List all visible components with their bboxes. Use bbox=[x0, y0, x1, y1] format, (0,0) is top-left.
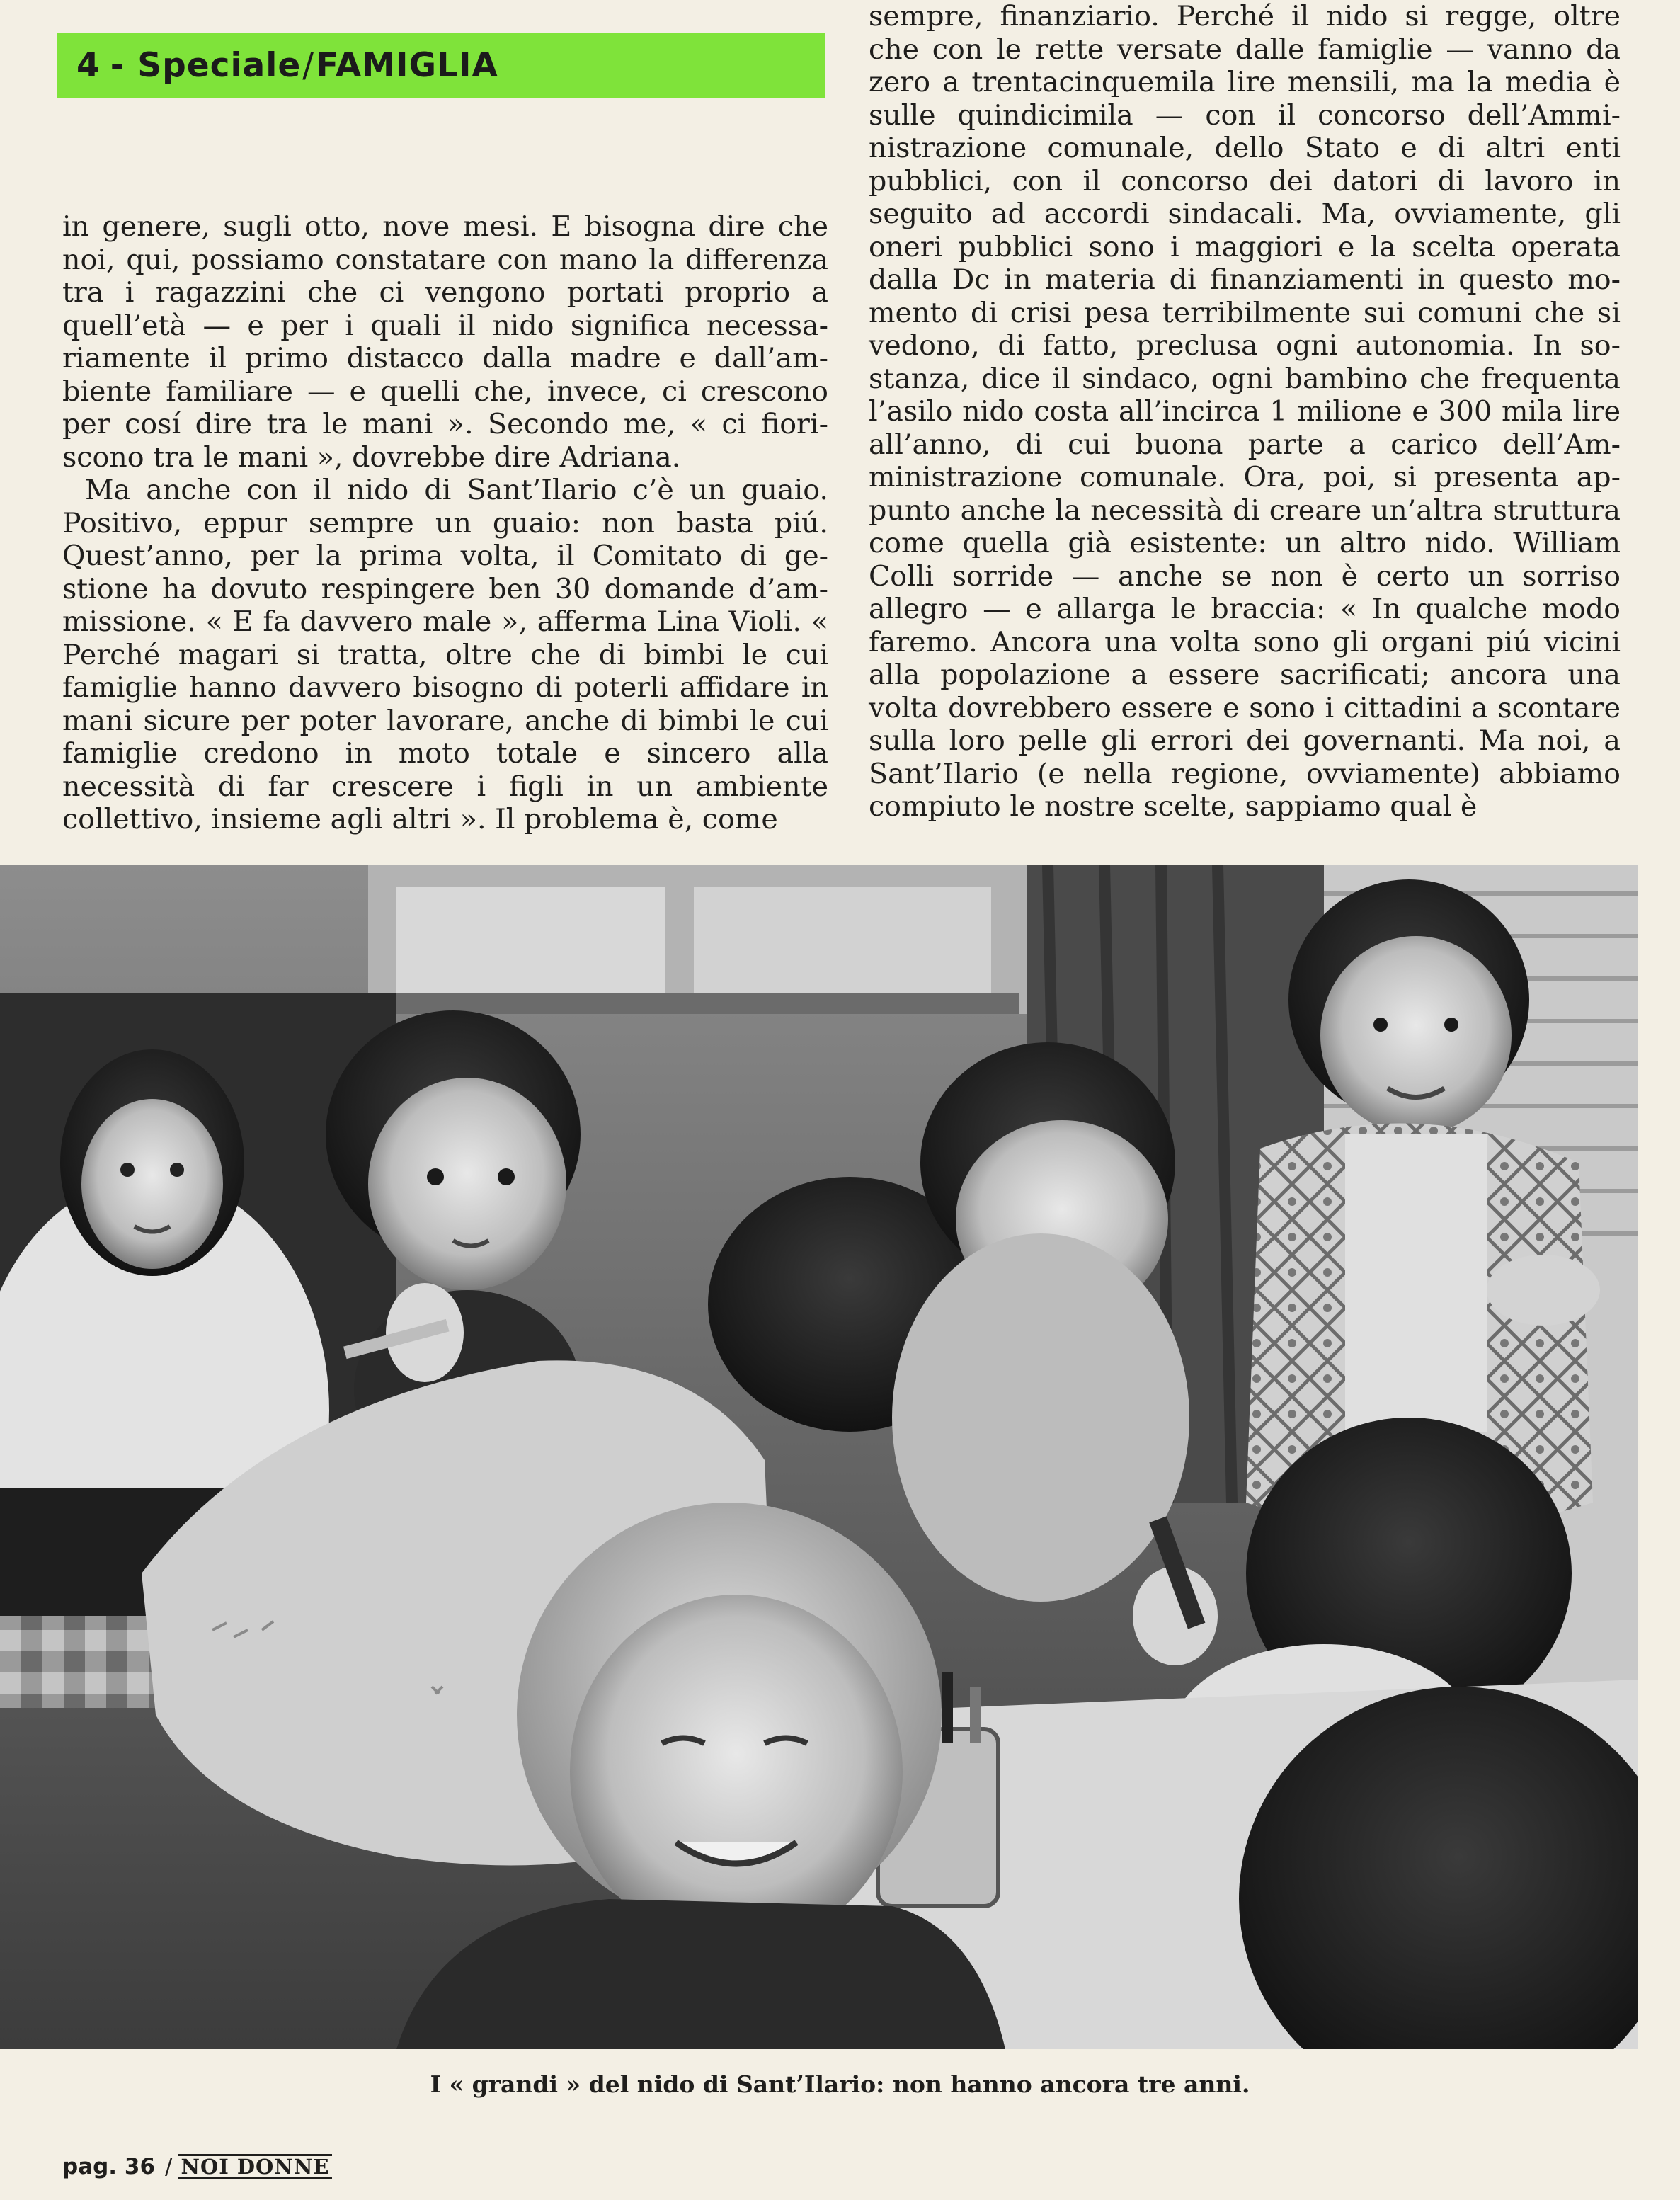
section-header bbox=[57, 33, 825, 98]
section-slash: / bbox=[302, 46, 315, 85]
section-number: 4 bbox=[76, 46, 101, 85]
section-separator: - bbox=[110, 46, 125, 85]
children-photo bbox=[0, 865, 1638, 2049]
left-paragraph-2: Ma anche con il nido di Sant’Ilario c’è un guaio. Positivo, eppur sempre un guaio: non basta piú. Quest’anno, per la prima volta, il Comitato di gestione ha dovuto respingere ben 30 domande d’ammissione. « E fa davvero male », afferma Lina Violi. « Perché magari si tratta, oltre che di bimbi le cui famiglie hanno davvero bisogno di poterli affidare in mani sicure per poter lavorare, anche di bimbi le cui famiglie credono in moto totale e sincero alla necessità di far crescere i figli in un ambiente collettivo, insieme agli altri ». Il problema è, come bbox=[62, 474, 828, 836]
footer-slash: / bbox=[165, 2154, 173, 2179]
page-footer bbox=[62, 2154, 332, 2179]
section-name: Speciale bbox=[137, 46, 302, 85]
article-right-column bbox=[869, 0, 1621, 823]
page-number: pag. 36 bbox=[62, 2154, 156, 2179]
left-paragraph-1: in genere, sugli otto, nove mesi. E bisogna dire che noi, qui, possiamo constatare con mano la differenza tra i ragazzini che ci vengono portati proprio a quell’età — e per i quali il nido significa necessariamente il primo distacco dalla madre e dall’ambiente familiare — e quelli che, invece, ci crescono per cosí dire tra le mani ». Secondo me, « ci fioriscono tra le mani », dovrebbe dire Adriana. bbox=[62, 210, 828, 474]
magazine-logo: NOI DONNE bbox=[178, 2154, 332, 2179]
article-left-column bbox=[62, 210, 828, 836]
photo-illustration bbox=[0, 865, 1638, 2049]
section-category: FAMIGLIA bbox=[316, 46, 498, 85]
right-paragraph-1: sempre, finanziario. Perché il nido si regge, oltre che con le rette versate dalle famiglie — vanno da zero a trentacinquemila lire mensili, ma la media è sulle quindicimila — con il concorso dell’Amministrazione comunale, dello Stato e di altri enti pubblici, con il concorso dei datori di lavoro in seguito ad accordi sindacali. Ma, ovviamente, gli oneri pubblici sono i maggiori e la scelta operata dalla Dc in materia di finanziamenti in questo momento di crisi pesa terribilmente sui comuni che si vedono, di fatto, preclusa ogni autonomia. In sostanza, dice il sindaco, ogni bambino che frequenta l’asilo nido costa all’incirca 1 milione e 300 mila lire all’anno, di cui buona parte a carico dell’Amministrazione comunale. Ora, poi, si presenta appunto anche la necessità di creare un’altra struttura come quella già esistente: un altro nido. William Colli sorride — anche se non è certo un sorriso allegro — e allarga le braccia: « In qualche modo faremo. Ancora una volta sono gli organi piú vicini alla popolazione a essere sacrificati; ancora una volta dovrebbero essere e sono i cittadini a scontare sulla loro pelle gli errori dei governanti. Ma noi, a Sant’Ilario (e nella regione, ovviamente) abbiamo compiuto le nostre scelte, sappiamo qual è bbox=[869, 0, 1621, 823]
photo-caption: I « grandi » del nido di Sant’Ilario: non hanno ancora tre anni. bbox=[430, 2070, 1250, 2098]
